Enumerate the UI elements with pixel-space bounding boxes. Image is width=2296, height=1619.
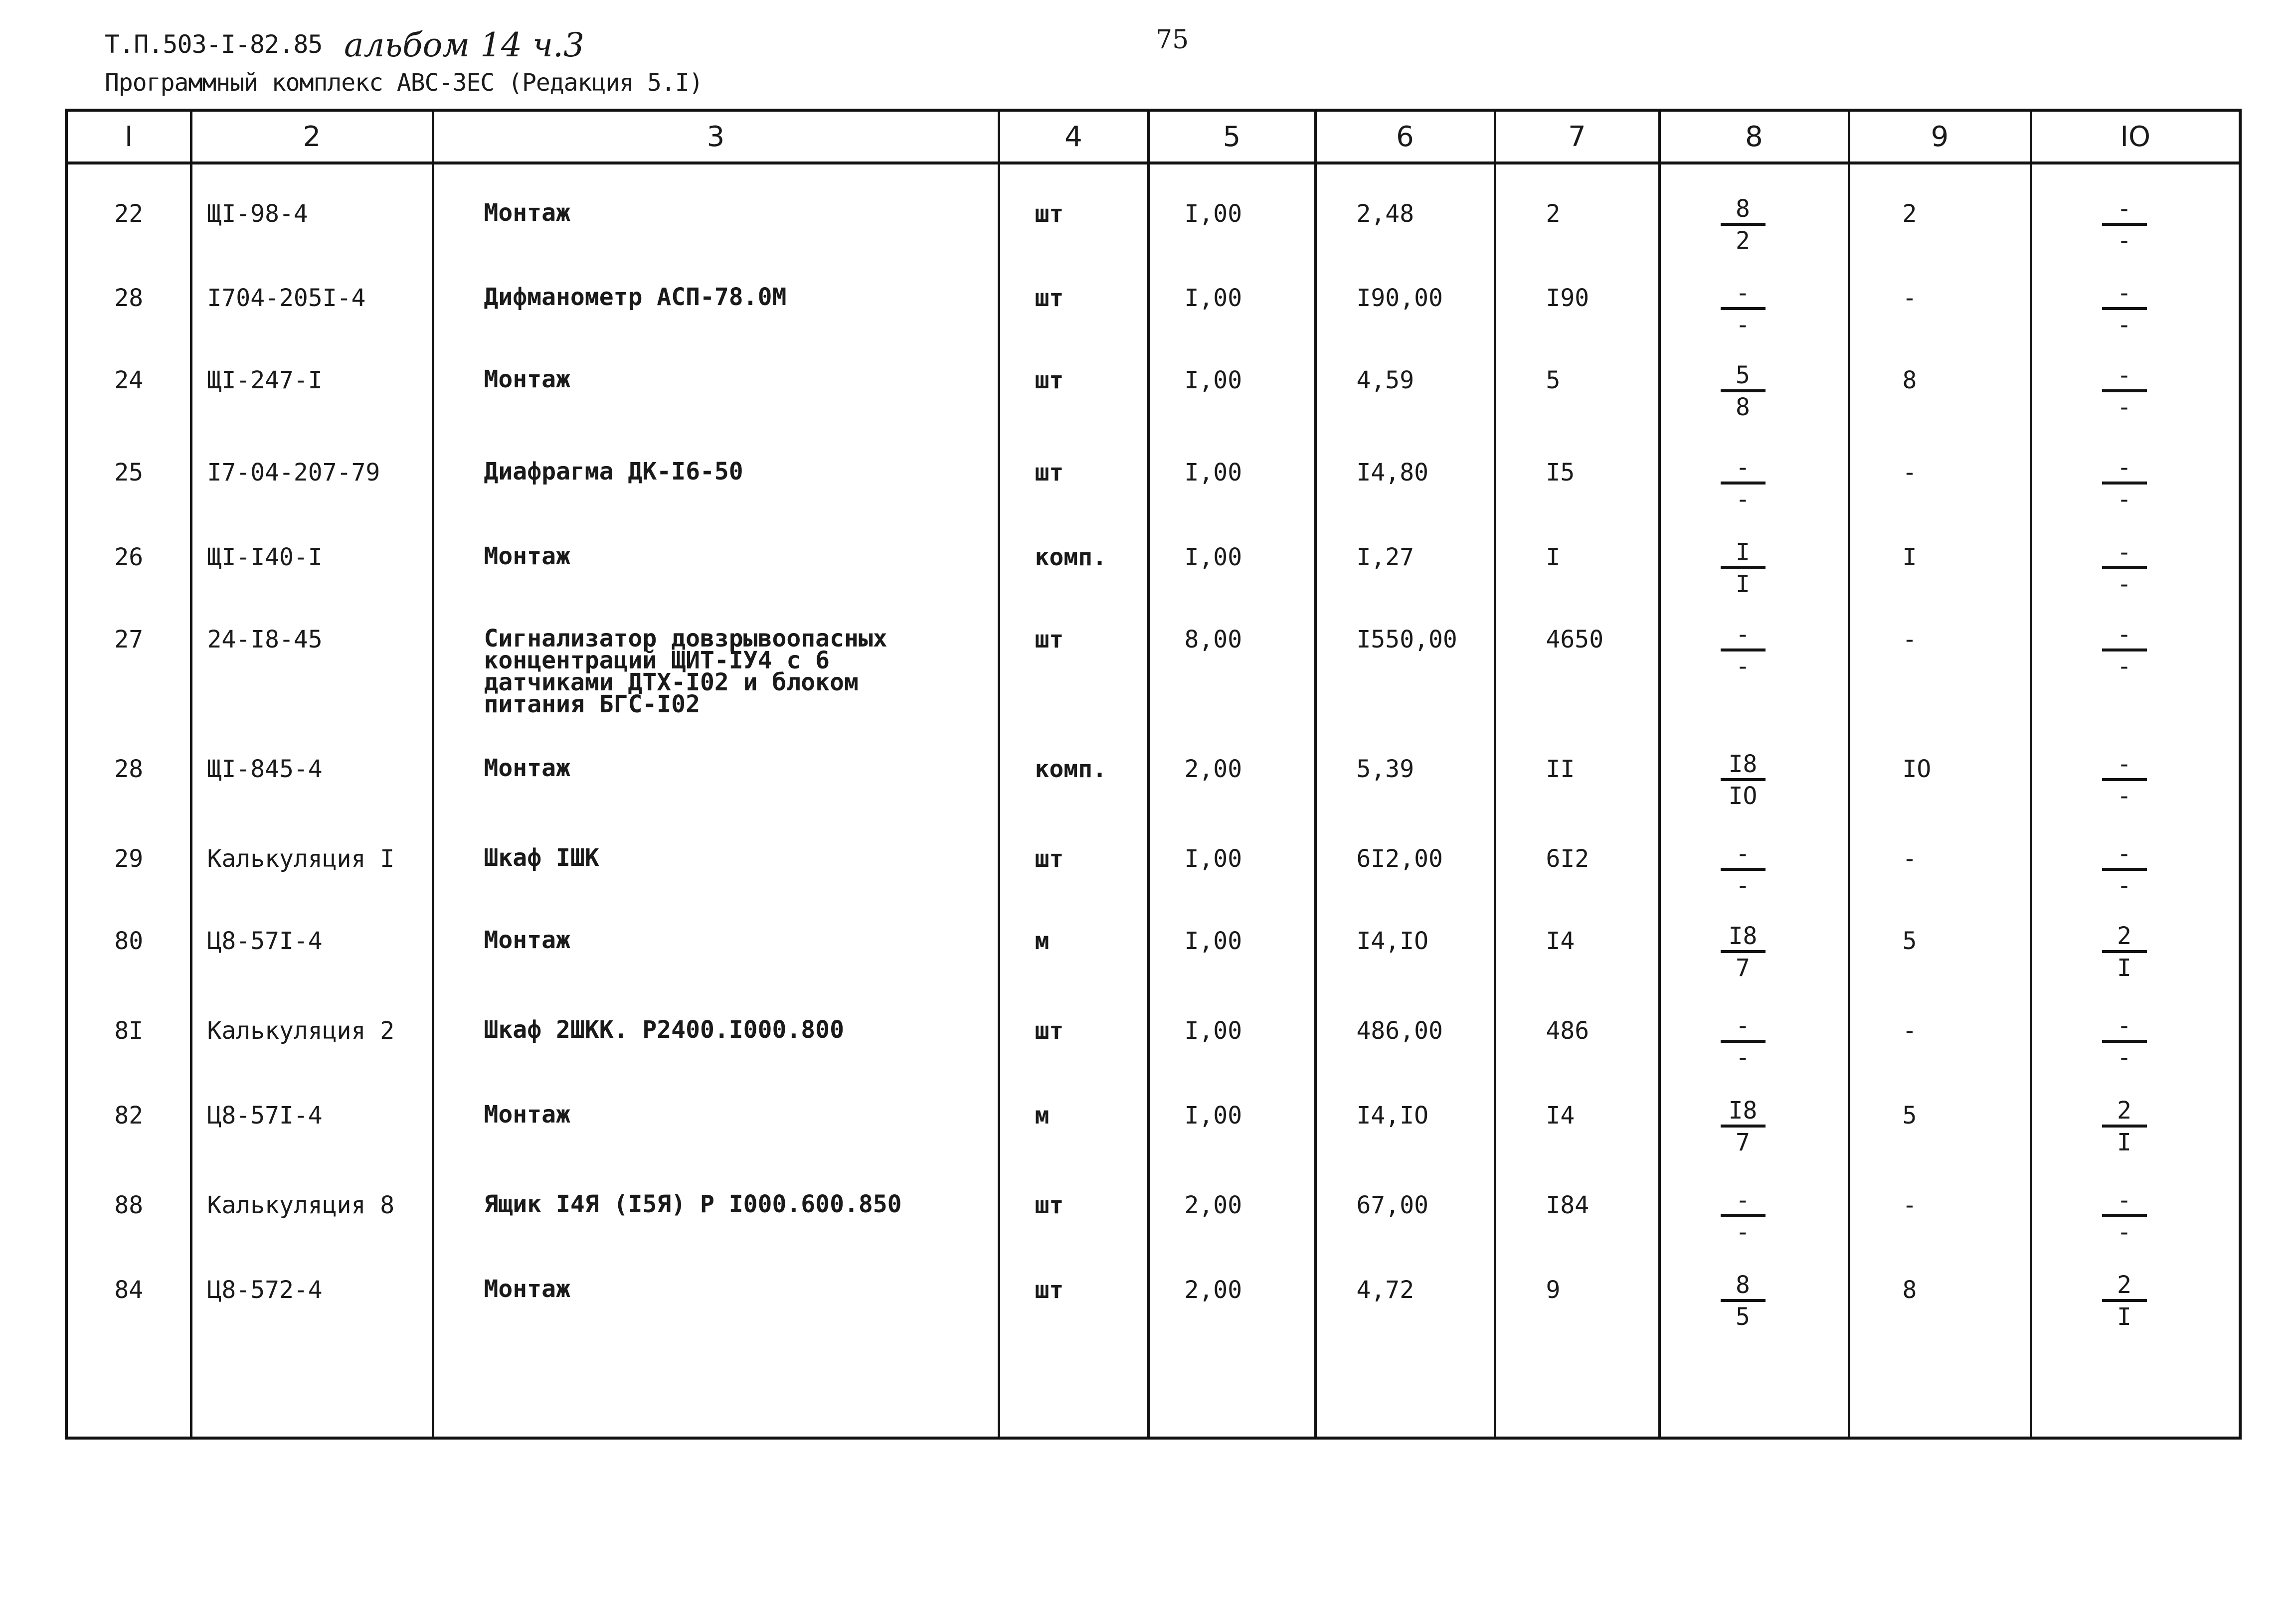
row-number: 80 [66, 903, 191, 993]
item-name-cell [433, 1167, 999, 1252]
col9-value: 8 [1849, 342, 2031, 435]
col8-numerator: - [1736, 1186, 1750, 1214]
table-row [66, 163, 2240, 260]
col8-cell [1659, 602, 1849, 731]
col8-cell [1659, 519, 1849, 602]
item-name-cell [433, 1078, 999, 1167]
table-row [66, 903, 2240, 993]
item-code: I704-205I-4 [191, 260, 433, 342]
unit-price: I,27 [1315, 519, 1495, 602]
col8-numerator: - [1736, 279, 1750, 307]
column-header: IO [2031, 110, 2240, 163]
column-header: 4 [999, 110, 1148, 163]
col8-numerator: 8 [1736, 1271, 1750, 1299]
column-header: 2 [191, 110, 433, 163]
unit-price: I4,IO [1315, 1078, 1495, 1167]
col10-denominator: - [2117, 486, 2131, 513]
row-number: 8I [66, 993, 191, 1078]
quantity: 2,00 [1148, 1252, 1315, 1367]
table-row [66, 519, 2240, 602]
col8-cell [1659, 993, 1849, 1078]
item-name: Монтаж [484, 1275, 570, 1303]
row-number: 28 [66, 260, 191, 342]
col9-value: 2 [1849, 163, 2031, 260]
col10-numerator: - [2117, 279, 2131, 307]
quantity: I,00 [1148, 519, 1315, 602]
row-number: 24 [66, 342, 191, 435]
item-code: ЩI-I40-I [191, 519, 433, 602]
row-number: 28 [66, 731, 191, 821]
item-name: Монтаж [484, 199, 570, 227]
item-name-cell [433, 342, 999, 435]
empty-cell [1148, 1367, 1315, 1438]
col10-numerator: 2 [2117, 1097, 2131, 1125]
item-name: Монтаж [484, 542, 570, 570]
unit: шт [999, 602, 1148, 731]
unit: комп. [999, 731, 1148, 821]
col9-value: I [1849, 519, 2031, 602]
col8-denominator: 7 [1736, 954, 1750, 982]
column-header: I [66, 110, 191, 163]
handwritten-note: альбом 14 ч.3 [344, 26, 585, 64]
col10-fraction [2102, 623, 2147, 678]
col8-cell [1659, 163, 1849, 260]
empty-cell [2031, 1367, 2240, 1438]
empty-cell [66, 1367, 191, 1438]
unit-price: I550,00 [1315, 602, 1495, 731]
col10-denominator: I [2117, 1303, 2131, 1331]
unit: комп. [999, 519, 1148, 602]
col8-fraction [1721, 363, 1766, 419]
col8-fraction [1721, 281, 1766, 337]
col8-fraction [1721, 1273, 1766, 1329]
col9-value: - [1849, 435, 2031, 519]
col10-numerator: - [2117, 454, 2131, 482]
col8-numerator: I [1736, 538, 1750, 566]
col10-numerator: - [2117, 621, 2131, 648]
row-number: 25 [66, 435, 191, 519]
col9-value: - [1849, 821, 2031, 903]
col8-fraction [1721, 842, 1766, 898]
item-name-cell [433, 260, 999, 342]
item-code: Калькуляция 2 [191, 993, 433, 1078]
col9-value: - [1849, 993, 2031, 1078]
total: I5 [1495, 435, 1659, 519]
total: 6I2 [1495, 821, 1659, 903]
item-name-cell [433, 519, 999, 602]
col8-denominator: - [1736, 1044, 1750, 1072]
total: 9 [1495, 1252, 1659, 1367]
col10-fraction [2102, 1099, 2147, 1154]
item-name: Монтаж [484, 365, 570, 393]
col9-value: 5 [1849, 903, 2031, 993]
col8-denominator: IO [1728, 782, 1758, 810]
quantity: I,00 [1148, 993, 1315, 1078]
row-number: 26 [66, 519, 191, 602]
col8-cell [1659, 903, 1849, 993]
quantity: I,00 [1148, 903, 1315, 993]
column-header: 7 [1495, 110, 1659, 163]
col9-value: 5 [1849, 1078, 2031, 1167]
empty-cell [1315, 1367, 1495, 1438]
col10-numerator: 2 [2117, 1271, 2131, 1299]
program-title: Программный комплекс АВС-ЗЕС (Редакция 5.I) [105, 69, 703, 97]
col8-numerator: 5 [1736, 361, 1750, 389]
table-row [66, 731, 2240, 821]
col10-cell [2031, 1252, 2240, 1367]
col10-cell [2031, 435, 2240, 519]
table-filler-row [66, 1367, 2240, 1438]
col10-cell [2031, 163, 2240, 260]
unit-price: I4,80 [1315, 435, 1495, 519]
table-body [66, 163, 2240, 1438]
table-row [66, 435, 2240, 519]
item-name-cell [433, 435, 999, 519]
empty-cell [1495, 1367, 1659, 1438]
col10-denominator: - [2117, 872, 2131, 900]
column-header: 9 [1849, 110, 2031, 163]
item-name: Шкаф 2ШКК. Р2400.I000.800 [484, 1016, 844, 1044]
unit-price: 486,00 [1315, 993, 1495, 1078]
col8-numerator: I8 [1728, 922, 1758, 950]
unit-price: 2,48 [1315, 163, 1495, 260]
item-code: ЩI-247-I [191, 342, 433, 435]
quantity: I,00 [1148, 435, 1315, 519]
col10-fraction [2102, 1014, 2147, 1070]
item-name-cell [433, 821, 999, 903]
item-name: Монтаж [484, 1101, 570, 1129]
empty-cell [433, 1367, 999, 1438]
unit-price: I4,IO [1315, 903, 1495, 993]
col8-denominator: - [1736, 486, 1750, 513]
column-header: 6 [1315, 110, 1495, 163]
col10-numerator: - [2117, 538, 2131, 566]
total: 4650 [1495, 602, 1659, 731]
item-name: Монтаж [484, 926, 570, 954]
empty-cell [1849, 1367, 2031, 1438]
col10-cell [2031, 342, 2240, 435]
col10-denominator: I [2117, 954, 2131, 982]
table-row [66, 342, 2240, 435]
row-number: 84 [66, 1252, 191, 1367]
col8-cell [1659, 1252, 1849, 1367]
col8-denominator: - [1736, 872, 1750, 900]
col10-denominator: - [2117, 782, 2131, 810]
col10-cell [2031, 602, 2240, 731]
item-name: Монтаж [484, 754, 570, 782]
col10-denominator: I [2117, 1129, 2131, 1156]
col8-denominator: 7 [1736, 1129, 1750, 1156]
item-code: Калькуляция 8 [191, 1167, 433, 1252]
total: I4 [1495, 1078, 1659, 1167]
col10-fraction [2102, 456, 2147, 511]
item-code: Калькуляция I [191, 821, 433, 903]
total: 486 [1495, 993, 1659, 1078]
unit: м [999, 903, 1148, 993]
column-header: 5 [1148, 110, 1315, 163]
col10-numerator: - [2117, 361, 2131, 389]
quantity: I,00 [1148, 821, 1315, 903]
total: 2 [1495, 163, 1659, 260]
table-row [66, 1252, 2240, 1367]
col8-fraction [1721, 623, 1766, 678]
item-code: 24-I8-45 [191, 602, 433, 731]
col10-numerator: - [2117, 195, 2131, 223]
col10-fraction [2102, 842, 2147, 898]
total: II [1495, 731, 1659, 821]
unit: шт [999, 435, 1148, 519]
item-code: Ц8-57I-4 [191, 1078, 433, 1167]
item-name-cell [433, 903, 999, 993]
item-name: Диафрагма ДК-I6-50 [484, 458, 743, 486]
col8-fraction [1721, 197, 1766, 253]
col8-numerator: - [1736, 840, 1750, 868]
col10-cell [2031, 821, 2240, 903]
col9-value: - [1849, 1167, 2031, 1252]
col8-denominator: 2 [1736, 227, 1750, 255]
item-name-cell [433, 731, 999, 821]
row-number: 88 [66, 1167, 191, 1252]
estimate-table [65, 109, 2242, 1440]
unit-price: 4,72 [1315, 1252, 1495, 1367]
col10-denominator: - [2117, 227, 2131, 255]
item-name-cell [433, 1252, 999, 1367]
col10-denominator: - [2117, 311, 2131, 339]
col10-fraction [2102, 1273, 2147, 1329]
col10-denominator: - [2117, 1218, 2131, 1246]
col10-denominator: - [2117, 652, 2131, 680]
unit: шт [999, 821, 1148, 903]
item-code: I7-04-207-79 [191, 435, 433, 519]
col10-denominator: - [2117, 1044, 2131, 1072]
col8-cell [1659, 1167, 1849, 1252]
col8-cell [1659, 821, 1849, 903]
item-name: Дифманометр АСП-78.0М [484, 283, 787, 311]
col10-cell [2031, 731, 2240, 821]
col8-denominator: 8 [1736, 393, 1750, 421]
total: 5 [1495, 342, 1659, 435]
unit: шт [999, 260, 1148, 342]
col9-value: - [1849, 602, 2031, 731]
unit: шт [999, 1252, 1148, 1367]
col8-fraction [1721, 1188, 1766, 1244]
unit: шт [999, 342, 1148, 435]
col8-cell [1659, 342, 1849, 435]
total: I4 [1495, 903, 1659, 993]
row-number: 27 [66, 602, 191, 731]
quantity: I,00 [1148, 163, 1315, 260]
quantity: I,00 [1148, 342, 1315, 435]
quantity: I,00 [1148, 260, 1315, 342]
column-header-row [66, 110, 2240, 163]
empty-cell [191, 1367, 433, 1438]
col8-cell [1659, 435, 1849, 519]
quantity: 2,00 [1148, 731, 1315, 821]
col10-fraction [2102, 540, 2147, 596]
col10-cell [2031, 903, 2240, 993]
col8-denominator: - [1736, 652, 1750, 680]
col8-fraction [1721, 456, 1766, 511]
table-row [66, 260, 2240, 342]
page-number: 75 [1156, 25, 1189, 55]
col8-cell [1659, 260, 1849, 342]
col10-cell [2031, 1167, 2240, 1252]
col8-cell [1659, 1078, 1849, 1167]
col10-numerator: - [2117, 750, 2131, 778]
col8-fraction [1721, 1014, 1766, 1070]
col10-numerator: 2 [2117, 922, 2131, 950]
col10-cell [2031, 519, 2240, 602]
col8-numerator: - [1736, 621, 1750, 648]
item-code: Ц8-57I-4 [191, 903, 433, 993]
col8-numerator: - [1736, 454, 1750, 482]
unit: м [999, 1078, 1148, 1167]
unit-price: I90,00 [1315, 260, 1495, 342]
document-code: Т.П.503-I-82.85 [105, 30, 323, 59]
total: I90 [1495, 260, 1659, 342]
col10-cell [2031, 993, 2240, 1078]
col8-numerator: 8 [1736, 195, 1750, 223]
row-number: 29 [66, 821, 191, 903]
col10-fraction [2102, 363, 2147, 419]
col10-denominator: - [2117, 570, 2131, 598]
total: I [1495, 519, 1659, 602]
item-name-cell [433, 163, 999, 260]
col8-numerator: I8 [1728, 1097, 1758, 1125]
column-header: 3 [433, 110, 999, 163]
col8-denominator: 5 [1736, 1303, 1750, 1331]
col9-value: IO [1849, 731, 2031, 821]
col10-fraction [2102, 197, 2147, 253]
row-number: 82 [66, 1078, 191, 1167]
col8-cell [1659, 731, 1849, 821]
col9-value: - [1849, 260, 2031, 342]
col8-fraction [1721, 540, 1766, 596]
col10-fraction [2102, 924, 2147, 980]
item-code: Ц8-572-4 [191, 1252, 433, 1367]
item-name-cell [433, 602, 999, 731]
col10-numerator: - [2117, 840, 2131, 868]
unit-price: 5,39 [1315, 731, 1495, 821]
quantity: 2,00 [1148, 1167, 1315, 1252]
unit: шт [999, 1167, 1148, 1252]
item-code: ЩI-98-4 [191, 163, 433, 260]
table-row [66, 602, 2240, 731]
col8-fraction [1721, 924, 1766, 980]
col8-numerator: - [1736, 1012, 1750, 1040]
empty-cell [999, 1367, 1148, 1438]
item-name: Сигнализатор довзрывоопасных концентраций ЩИТ-IУ4 с 6 датчиками ДТХ-I02 и блоком питания БГС-I02 [484, 625, 887, 719]
col10-fraction [2102, 281, 2147, 337]
col8-denominator: I [1736, 570, 1750, 598]
col10-numerator: - [2117, 1186, 2131, 1214]
item-code: ЩI-845-4 [191, 731, 433, 821]
col10-fraction [2102, 752, 2147, 808]
table-row [66, 821, 2240, 903]
col10-fraction [2102, 1188, 2147, 1244]
column-header: 8 [1659, 110, 1849, 163]
unit: шт [999, 993, 1148, 1078]
col10-cell [2031, 1078, 2240, 1167]
item-name: Шкаф IШК [484, 844, 599, 872]
col8-denominator: - [1736, 1218, 1750, 1246]
unit-price: 67,00 [1315, 1167, 1495, 1252]
col8-numerator: I8 [1728, 750, 1758, 778]
quantity: 8,00 [1148, 602, 1315, 731]
quantity: I,00 [1148, 1078, 1315, 1167]
col8-denominator: - [1736, 311, 1750, 339]
item-name: Ящик I4Я (I5Я) Р I000.600.850 [484, 1190, 902, 1218]
total: I84 [1495, 1167, 1659, 1252]
row-number: 22 [66, 163, 191, 260]
unit-price: 6I2,00 [1315, 821, 1495, 903]
table-row [66, 1167, 2240, 1252]
table-row [66, 993, 2240, 1078]
col10-numerator: - [2117, 1012, 2131, 1040]
col10-denominator: - [2117, 393, 2131, 421]
col8-fraction [1721, 752, 1766, 808]
empty-cell [1659, 1367, 1849, 1438]
item-name-cell [433, 993, 999, 1078]
unit-price: 4,59 [1315, 342, 1495, 435]
col8-fraction [1721, 1099, 1766, 1154]
col10-cell [2031, 260, 2240, 342]
unit: шт [999, 163, 1148, 260]
col9-value: 8 [1849, 1252, 2031, 1367]
table-row [66, 1078, 2240, 1167]
